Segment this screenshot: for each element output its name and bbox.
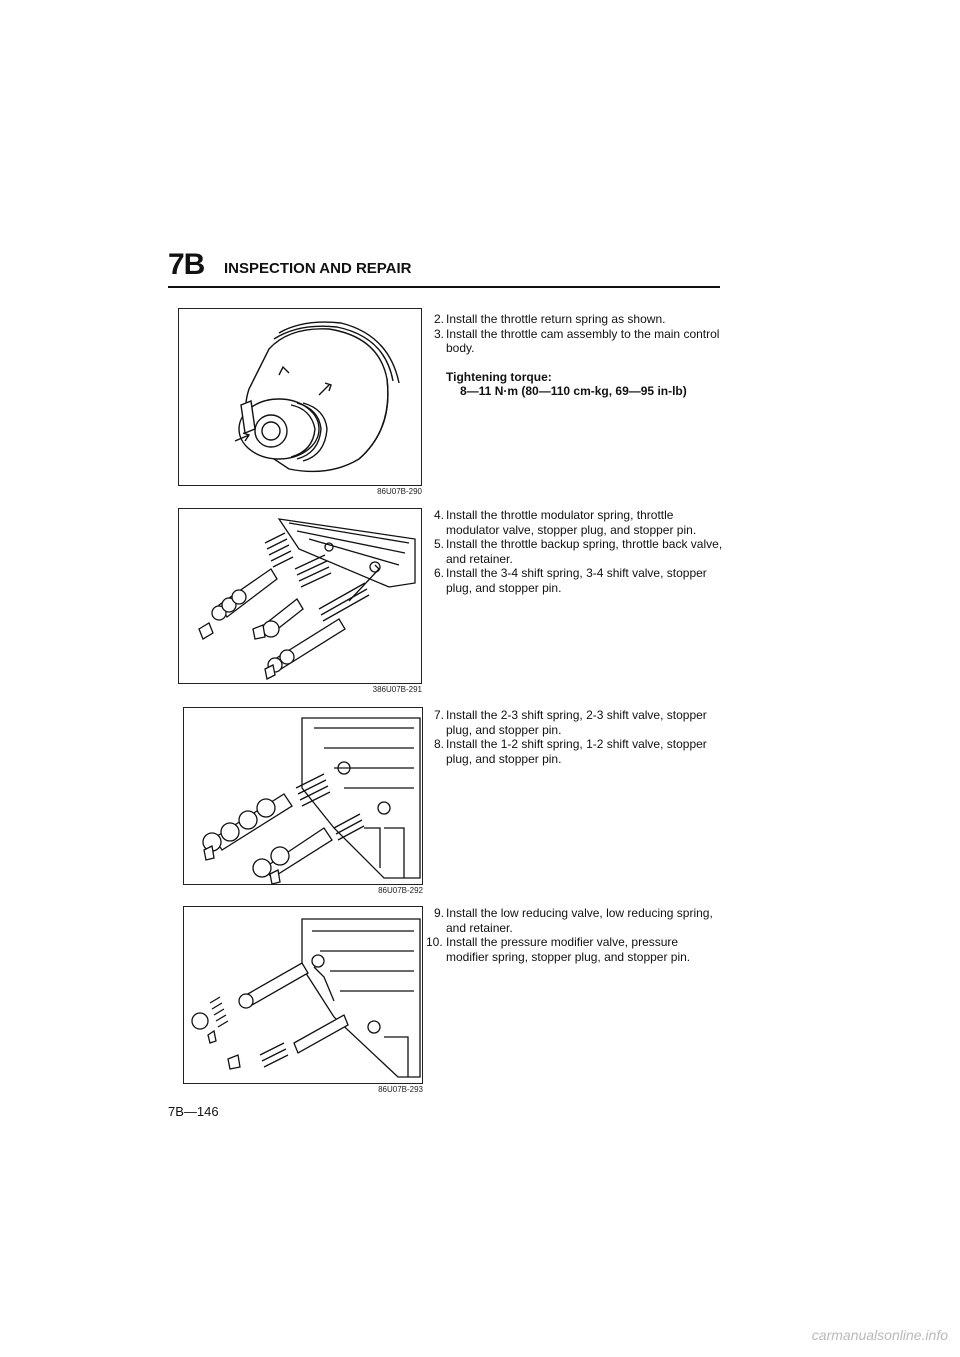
step-2: 2. Install the throttle return spring as shown. [434,312,666,326]
throttle-cam-illustration [179,309,423,487]
section-number: 7B [168,248,205,281]
reducing-valve-illustration [184,907,424,1085]
step-9: 9. Install the low reducing valve, low reducing spring, and retainer. [434,906,713,935]
header-rule [168,286,720,288]
figure-reducing-valve [183,906,423,1096]
figure-frame [183,707,423,885]
figure-throttle-cam [178,308,422,498]
figure-throttle-modulator [178,508,422,696]
figure-shift-valves [183,707,423,897]
instruction-group-2 [434,508,724,595]
valve-assembly-illustration [179,509,423,685]
page-header [168,248,720,288]
instruction-group-4 [426,906,724,964]
torque-label: Tightening torque: [446,369,552,384]
page-number: 7B—146 [168,1104,219,1119]
figure-code: 86U07B-290 [377,487,422,496]
shift-valve-illustration [184,708,424,886]
figure-code: 86U07B-293 [378,1085,423,1094]
figure-code: 86U07B-292 [378,886,423,895]
tightening-torque [434,370,724,399]
torque-value: 8—11 N·m (80—110 cm-kg, 69—95 in-lb) [460,384,687,398]
figure-frame [178,308,422,486]
step-7: 7. Install the 2-3 shift spring, 2-3 shift valve, stopper plug, and stopper pin. [434,708,707,737]
watermark-text: carmanualsonline.info [811,1327,948,1343]
step-5: 5. Install the throttle backup spring, throttle back valve, and retainer. [434,537,723,566]
figure-frame [178,508,422,684]
instruction-group-1 [434,312,724,399]
figure-code: 386U07B-291 [372,685,422,694]
step-8: 8. Install the 1-2 shift spring, 1-2 shift valve, stopper plug, and stopper pin. [434,737,707,766]
step-4: 4. Install the throttle modulator spring, throttle modulator valve, stopper plug, and stopper pin. [434,508,697,537]
instruction-group-3 [434,708,724,766]
step-3: 3. Install the throttle cam assembly to the main control body. [434,326,720,355]
figure-frame [183,906,423,1084]
step-6: 6. Install the 3-4 shift spring, 3-4 shift valve, stopper plug, and stopper pin. [434,566,707,595]
section-title: INSPECTION AND REPAIR [224,260,412,277]
step-10: 10. Install the pressure modifier valve, pressure modifier spring, stopper plug, and stopper pin. [426,935,691,964]
